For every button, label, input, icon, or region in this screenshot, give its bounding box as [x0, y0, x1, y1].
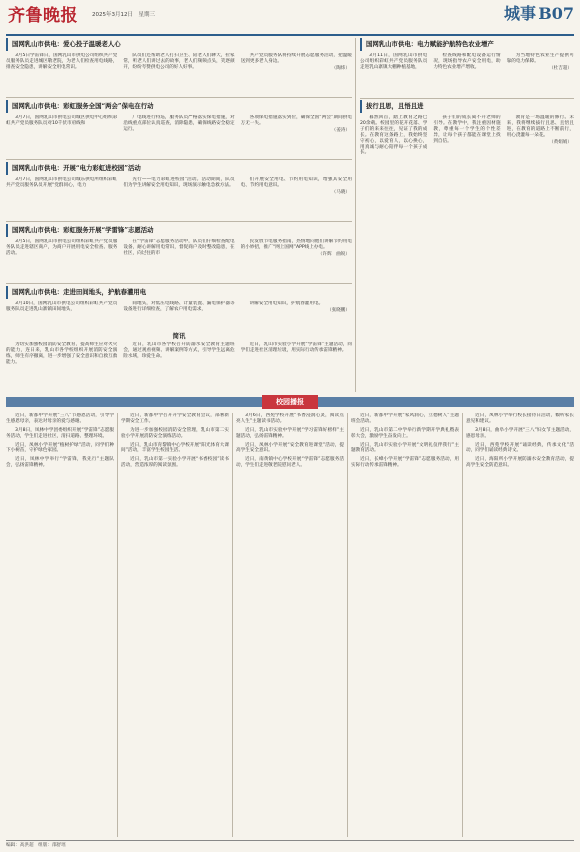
article-col — [6, 177, 117, 196]
article-text: 教育是一场温暖的修行。未来，我将继续拔行且思、且悟且进，在教育的道路上不断前行，用心浇灌每一朵花。 — [506, 115, 574, 138]
article-col — [360, 53, 427, 72]
divider — [6, 97, 352, 98]
campus-text: 近日，凤林小学举行校长接待日活动，倾听家长意见和建议。 — [466, 413, 574, 424]
campus-text: 近日，凤林小学开展“植树护绿”活动，同学们种下小树苗，守护绿色家园。 — [6, 442, 114, 454]
campus-column-4 — [351, 413, 459, 837]
article-text: 3月5日，国网乳山市供电公司组织彩虹共产党员服务队员走进辖区商户，为商户开展用电安全检查、服务活动。 — [6, 239, 118, 256]
campus-text: 近日，凤林中学举行“学雷锋，我先行”主题队会，弘扬雷锋精神。 — [6, 457, 114, 469]
article-text: 3月11日，国网乳山市供电公司组织彩虹共产党员服务队员走进乳山寨镇大棚种植基地， — [360, 53, 428, 70]
article-col — [507, 115, 574, 157]
column-divider — [232, 413, 233, 837]
campus-item — [236, 428, 344, 440]
column-divider — [347, 413, 348, 837]
campus-text: 近日，西苑学校开展“诵读经典，传承文化”活动，同学们诵读经典诗文。 — [466, 442, 574, 454]
article-col — [6, 239, 117, 258]
article-col — [6, 115, 117, 134]
campus-item — [6, 443, 114, 455]
issue-date: 2025年3月12日 星期三 — [92, 12, 155, 18]
article-text: 先行——电力彩虹进校园”活动。活动期间，队员们为学生讲解安全用电知识，现场演示触电急救方法。 — [123, 177, 235, 189]
article-text: 间地头，对低压电线路、计量装置、漏电保护器等设备进行详细检查，了解农户用电需求， — [123, 301, 235, 313]
campus-column-2 — [121, 413, 229, 837]
article-text: 检查线路和配电设备运行情况，现场指导农户安全用电，助力特色农业增产增收。 — [433, 53, 501, 70]
article-text: 近日，乳山市实验小学开展“学雷锋”主题活动，同学们走进社区清理垃圾，用实际行动传承雷锋精神。 — [240, 342, 352, 354]
campus-item — [121, 457, 229, 469]
article-4 — [6, 224, 352, 282]
article-text: 们开展安全用电、节约用电知识，增强其安全用电、节约用电意识。 — [240, 177, 352, 189]
article-headline: 国网乳山市供电：电力赋能护航特色农业增产 — [360, 38, 574, 51]
page-code: B07 — [538, 4, 574, 23]
article-col — [123, 115, 234, 134]
article-col — [241, 342, 352, 367]
column-divider — [355, 38, 356, 392]
campus-text: 近日，长峰小学开展“学雷锋”志愿服务活动，用实际行动传承雷锋精神。 — [351, 457, 459, 469]
campus-text: 近日，新都中学开展“家风润心，立德树人”主题班会活动。 — [351, 413, 459, 424]
campus-text: 近日，乳山市实验小学开展“文明礼仪伴我行”主题教育活动。 — [351, 442, 459, 454]
divider — [6, 283, 352, 284]
article-text: 共产党员服务队将持续开展志愿服务活动，把温暖送到更多老人身边。 — [240, 53, 352, 65]
campus-item — [351, 413, 459, 425]
article-right-2 — [360, 100, 574, 390]
campus-item — [351, 428, 459, 440]
article-text: 队员们还帮助老人打扫卫生、陪老人们聊天，拉家常，听老人们讲过去的故事，老人们频频点头，笑逐颜开，纷纷夸赞供电公司的好人好事。 — [123, 53, 235, 70]
campus-column-5 — [466, 413, 574, 837]
byline: （姜涛） — [331, 127, 350, 133]
byline: （黄娟娟） — [549, 139, 572, 145]
campus-item — [6, 413, 114, 425]
article-col — [241, 53, 352, 72]
article-text: 为当地特色农业生产提供可靠的电力保障。 — [506, 53, 574, 65]
article-col — [433, 115, 500, 157]
campus-item — [351, 443, 459, 455]
campus-text: 近日，乳山市育黎镇中心学校开展“阳光体育大课间”活动，丰富学生校园生活。 — [121, 442, 229, 454]
article-headline: 国网乳山市供电：彩虹服务开展“学雷锋”志愿活动 — [6, 224, 352, 237]
campus-item — [351, 457, 459, 469]
article-col — [241, 115, 352, 134]
byline: （陶炜） — [331, 65, 350, 71]
campus-item — [466, 443, 574, 455]
campus-item — [236, 413, 344, 425]
article-headline: 国网乳山市供电：走进田间地头，护航春灌用电 — [6, 286, 352, 299]
campus-item — [121, 428, 229, 440]
campus-item — [6, 457, 114, 469]
campus-item — [121, 443, 229, 455]
article-5 — [6, 286, 352, 330]
byline: （杜吉超） — [549, 65, 572, 71]
campus-text: 近日，海阳所小学开展防溺水安全教育活动，提高学生安全防范意识。 — [466, 457, 574, 469]
article-col — [241, 177, 352, 196]
article-col — [123, 342, 234, 367]
article-text: 在“学雷锋”志愿服务活动中，队员们仔细检查配电设备，耐心讲解用电常识，督促商户及时整改隐患，在社区，向过往的市 — [123, 239, 235, 256]
article-headline: 拔行且思，且悟且进 — [360, 100, 574, 113]
top-rule — [6, 34, 574, 36]
upper-section — [6, 38, 574, 395]
article-2 — [6, 100, 352, 158]
article-1 — [6, 38, 352, 98]
campus-text: 近日，新都中学召开开学安全教育会议，部署新学期安全工作。 — [121, 413, 229, 424]
article-col — [6, 342, 117, 367]
article-headline: 国网乳山市供电：开展“电力彩虹进校园”活动 — [6, 162, 352, 175]
campus-text: 近日，南黄镇中心学校开展“学雷锋”志愿服务活动，学生们走进敬老院慰问老人。 — [236, 457, 344, 469]
article-text: 暮然回首，踏上教育之路已20余载。校园里的花开花落、学子们的来来往往，见证了我的成长。在教育这条路上，我始终坚守初心，以爱育人，以心换心，用真诚与耐心陪伴每一个孩子成长。 — [360, 115, 428, 156]
article-col — [241, 301, 352, 314]
campus-item — [466, 428, 574, 440]
divider — [6, 159, 352, 160]
campus-column-1 — [6, 413, 114, 837]
campus-text: 近日，乳山市第二中学举行新学期开学典礼暨表彰大会，激励学生奋发向上。 — [351, 427, 459, 439]
article-col — [507, 53, 574, 72]
section-name: 城事 — [503, 4, 536, 23]
column-divider — [462, 413, 463, 837]
campus-text: 3月8日，凤林中学团委组织开展“学雷锋”志愿服务活动，学生们走进社区，清扫道路、整理环境。 — [6, 427, 114, 439]
byline: （张晓鹏） — [327, 308, 350, 314]
campus-item — [121, 413, 229, 425]
byline: （马晓） — [331, 189, 350, 195]
campus-text: 近日，乳山市实验中学开展“学习雷锋好榜样”主题活动，弘扬雷锋精神。 — [236, 427, 344, 439]
article-col — [123, 53, 234, 72]
article-text: 近日，乳山市各学校召开防溺水安全教育主题班会，通过观看视频、讲解案例等方式，引导学生远离危险水域，珍爱生命。 — [123, 342, 235, 359]
article-brief — [6, 332, 352, 392]
campus-text: 近日，新都中学开展“三八”节感恩活动，引导学生感恩母亲，表达对母亲的爱与感谢。 — [6, 413, 114, 424]
newspaper-logo: 齐鲁晚报 — [8, 6, 78, 26]
article-text: 广电线进行特巡，服务队员严格落实保电措施，对沿线重点部位认真巡查，消除隐患，确保线路安全稳定运行。 — [123, 115, 235, 132]
page-footer: 编辑：高洪超 组版：邵舒瑶 — [6, 840, 574, 850]
article-text: 讲解安全用电知识，护航春灌用电。 — [249, 301, 324, 307]
brief-headline: 简讯 — [172, 332, 186, 340]
article-headline: 国网乳山市供电：彩虹服务全国“两会”保电在行动 — [6, 100, 352, 113]
column-divider — [117, 413, 118, 837]
campus-text: 近日，乳山市第一实验小学开展“书香校园”读书活动，营造浓厚的阅读氛围。 — [121, 457, 229, 469]
article-text: 各项保电措施落实到位，确保全国“两会”期间供电万无一失。 — [240, 115, 352, 127]
campus-item — [236, 457, 344, 469]
campus-text: 为进一步加强校园消防安全管理，乳山市第二实验小学开展消防安全演练活动。 — [121, 427, 229, 439]
campus-text: 3月8日，曲阜小学开展“三八”妇女节主题活动，感恩母亲。 — [466, 427, 574, 439]
divider — [6, 221, 352, 222]
article-col — [241, 239, 352, 258]
article-right-1 — [360, 38, 574, 98]
campus-item — [236, 443, 344, 455]
byline: （许辉 曲锐） — [317, 251, 350, 257]
campus-text: 近日，凤林小学开展“安全教育进课堂”活动，提高学生安全意识。 — [236, 442, 344, 454]
campus-text: 3月6日，西苑学校开展“书香浸润心灵，阅读点亮人生”主题读书活动。 — [236, 413, 344, 424]
campus-column-3 — [236, 413, 344, 837]
campus-section-title: 校园播报 — [262, 395, 318, 409]
article-col — [123, 301, 234, 314]
campus-item — [466, 457, 574, 469]
article-col — [433, 53, 500, 72]
article-headline: 国网乳山市供电：爱心投子温暖老人心 — [6, 38, 352, 51]
campus-item — [6, 428, 114, 440]
article-text: 孩子们的成长离不开老师的引导。在教学中，我注重因材施教，尊重每一个学生的个性差异，让每个孩子都能在课堂上找到自信。 — [433, 115, 501, 144]
masthead — [6, 4, 574, 34]
article-text: 3月10日，国网乳山市供电公司组织彩虹共产党员服务队员走进乳山寨镇田间地头， — [6, 301, 118, 313]
article-col — [6, 301, 117, 314]
article-text: 为切实加强校园消防安全教育，提高师生应对火灾的能力，连日来，乳山市各学校组织开展消防安全演练，师生有序撤离，进一步增强了安全意识和自救互救能力。 — [6, 342, 118, 365]
article-text: 3月7日，国网乳山市供电公司城东供电所组织彩虹共产党员服务队员开展“党群同心，电力 — [6, 177, 118, 189]
article-3 — [6, 162, 352, 220]
article-col — [123, 177, 234, 196]
campus-item — [466, 413, 574, 425]
article-text: 民发放节电服务指南，热情地向他们讲解节约用电的小妙招，推广“网上国网”APP线上办电。 — [240, 239, 352, 251]
article-col — [123, 239, 234, 258]
divider — [360, 98, 574, 99]
article-text: 3月7日，国网乳山市供电公司城区供电中心组织彩虹共产党员服务队员对10千伏市府线和 — [6, 115, 118, 127]
article-col — [6, 53, 117, 72]
article-col — [360, 115, 427, 157]
campus-section — [6, 413, 574, 837]
article-text: 3月5日学雷锋日，国网乳山市供电公司组织共产党员服务队员走进城区敬老院，为老人们检查用电线路，排查安全隐患，讲解安全用电常识。 — [6, 53, 118, 70]
